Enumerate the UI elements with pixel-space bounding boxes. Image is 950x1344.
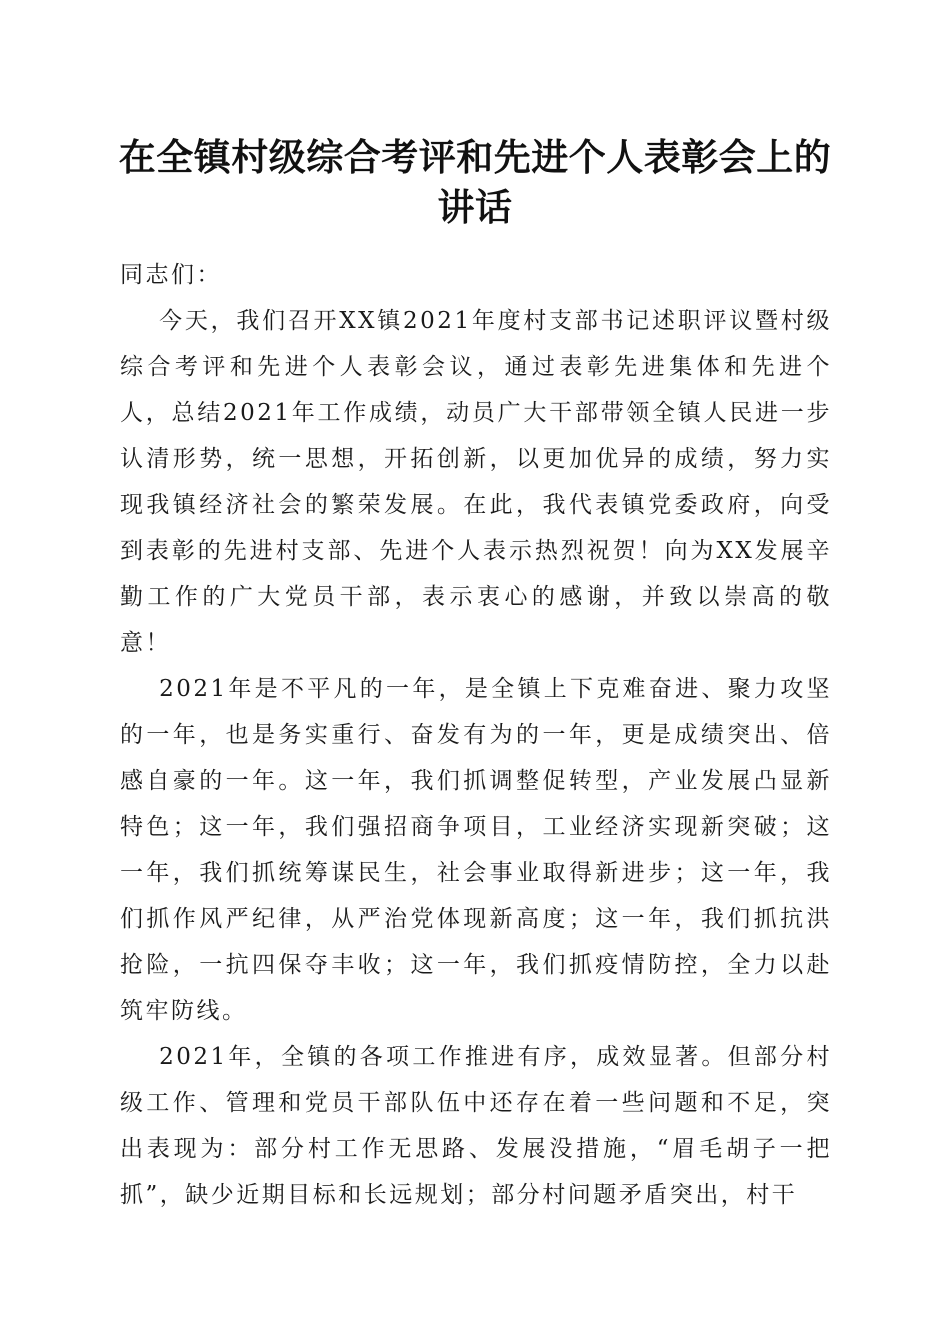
salutation: 同志们： xyxy=(120,262,222,288)
document-body xyxy=(120,252,832,1218)
paragraph-2: 2021年是不平凡的一年，是全镇上下克难奋进、聚力攻坚的一年，也是务实重行、奋发有为的一年，更是成绩突出、倍感自豪的一年。这一年，我们抓调整促转型，产业发展凸显新特色；这一年，我们强招商争项目，工业经济实现新突破；这一年，我们抓统筹谋民生，社会事业取得新进步；这一年，我们抓作风严纪律，从严治党体现新高度；这一年，我们抓抗洪抢险，一抗四保夺丰收；这一年，我们抓疫情防控，全力以赴筑牢防线。 xyxy=(120,676,832,1024)
paragraph-1: 今天，我们召开XX镇2021年度村支部书记述职评议暨村级综合考评和先进个人表彰会议，通过表彰先进集体和先进个人，总结2021年工作成绩，动员广大干部带领全镇人民进一步认清形势，统一思想，开拓创新，以更加优异的成绩，努力实现我镇经济社会的繁荣发展。在此，我代表镇党委政府，向受到表彰的先进村支部、先进个人表示热烈祝贺！向为XX发展辛勤工作的广大党员干部，表示衷心的感谢，并致以崇高的敬意！ xyxy=(120,308,832,656)
document-title: 在全镇村级综合考评和先进个人表彰会上的讲话 xyxy=(118,135,832,229)
paragraph-3: 2021年，全镇的各项工作推进有序，成效显著。但部分村级工作、管理和党员干部队伍中还存在着一些问题和不足，突出表现为：部分村工作无思路、发展没措施，“眉毛胡子一把抓”，缺少近期目标和长远规划；部分村问题矛盾突出，村干 xyxy=(120,1044,832,1208)
